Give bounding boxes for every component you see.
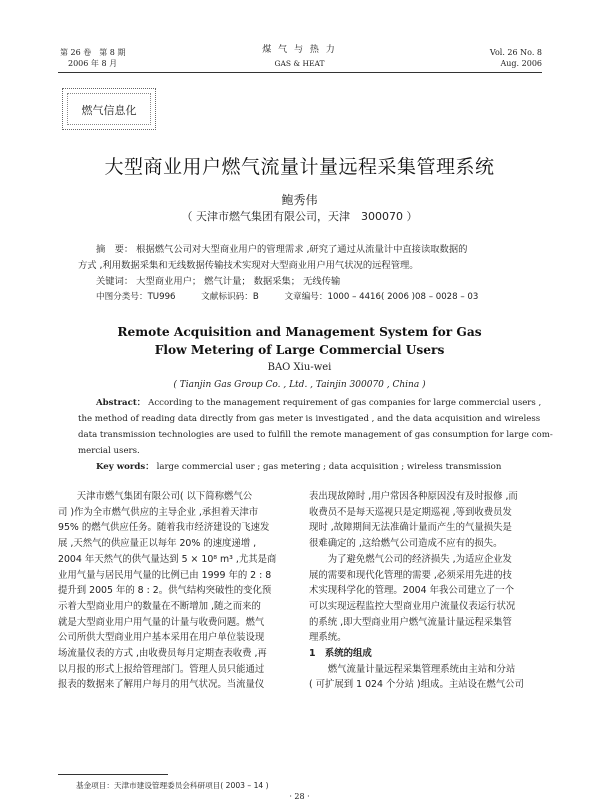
journal-volume-issue: 第 26 卷 第 8 期 (60, 48, 126, 57)
keywords-cn: 关键词： 大型商业用户； 燃气计量； 数据采集； 无线传输 (96, 276, 341, 287)
left-line: 业用气量与居民用气量的比例已由 1999 年的 2 : 8 (58, 569, 272, 581)
right-line: 理系统。 (309, 632, 347, 644)
journal-date-cn: 2006 年 8 月 (68, 59, 118, 68)
page-number: · 28 · (289, 792, 310, 801)
abstract-en-line3: data transmission technologies are used to fulfill the remote management of gas consumption for large com- (78, 430, 553, 440)
left-line: 展 ,天然气的供应量正以每年 20% 的速度递增 , (58, 538, 257, 550)
abstract-en-line4: mercial users. (78, 446, 140, 456)
left-line: 以月报的形式上报给管理部门。管理人员只能通过 (58, 663, 265, 675)
journal-date-en: Aug. 2006 (500, 59, 542, 68)
left-line: 公司所供大型商业用户基本采用在用户单位装设现 (58, 632, 265, 644)
title-en-line1: Remote Acquisition and Management System for Gas (117, 325, 482, 339)
right-line: 收费员不是每天巡视只是定期巡视 ,等到收费员发 (309, 506, 512, 518)
right-line: 术实现科学化的管理。2004 年我公司建立了一个 (309, 585, 514, 597)
abstract-cn-line2: 方式 ,利用数据采集和无线数据传输技术实现对大型商业用户用气状况的远程管理。 (78, 260, 419, 271)
abstract-en-line1 (96, 396, 541, 410)
keywords-en-text: large commercial user ; gas metering ; data acquisition ; wireless transmission (153, 462, 502, 472)
author-cn: 鲍秀伟 (281, 193, 318, 207)
left-line: 2004 年天然气的供气量达到 5 × 10⁸ m³ ,尤其是商 (58, 553, 277, 565)
left-line: 示着大型商业用户的数量在不断增加 ,随之而来的 (58, 600, 261, 612)
affiliation-cn: （ 天津市燃气集团有限公司，天津 300070 ） (181, 210, 418, 223)
section-heading: 1 系统的组成 (309, 648, 372, 660)
abstract-cn-line1: 摘 要： 根据燃气公司对大型商业用户的管理需求 ,研究了通过从流量计中直接读取数据的 (96, 244, 468, 255)
abstract-en-line2: the method of reading data directly from gas meter is investigated , and the data acquisition and wireless (78, 414, 541, 424)
header-rule (58, 72, 542, 73)
right-line: 表出现故障时 ,用户常因各种原因没有及时报修 ,而 (309, 491, 518, 502)
keywords-en (96, 460, 501, 474)
right-line: 可以实现远程监控大型商业用户流量仪表运行状况 (309, 600, 516, 612)
title-en-line2: Flow Metering of Large Commercial Users (154, 343, 445, 357)
right-line: 的系统 ,即大型商业用户燃气流量计量远程采集管 (309, 616, 512, 628)
abstract-en-text1: According to the management requirement of gas companies for large commercial users , (145, 398, 542, 408)
left-column (58, 489, 296, 693)
column-tag: 燃气信息化 (81, 104, 137, 117)
right-line: 展的需要和现代化管理的需要 ,必须采用先进的技 (309, 569, 512, 581)
left-line: 司 )作为全市燃气供应的主导企业 ,承担着天津市 (58, 506, 259, 518)
right-line: 现时 ,故障期间无法准确计量而产生的气量损失是 (309, 522, 512, 534)
right-line: 很难确定的 ,这给燃气公司造成不应有的损失。 (309, 538, 503, 550)
column-tag-box (62, 88, 156, 130)
left-line: 95% 的燃气供应任务。随着我市经济建设的飞速发 (58, 522, 270, 534)
journal-name-cn: 煤 气 与 热 力 (262, 45, 337, 55)
right-line: ( 可扩展到 1 024 个分站 )组成。主站设在燃气公司 (309, 679, 524, 691)
left-line: 场流量仪表的方式 ,由收费员每月定期查表收费 ,再 (58, 648, 267, 660)
right-line: 燃气流量计量远程采集管理系统由主站和分站 (309, 663, 516, 675)
journal-volume-en: Vol. 26 No. 8 (489, 48, 542, 57)
journal-name-en: GAS & HEAT (274, 59, 325, 68)
abstract-en-label: Abstract： (96, 398, 146, 408)
left-line: 提升到 2005 年的 8 : 2。供气结构突破性的变化预 (58, 585, 272, 597)
title-cn: 大型商业用户燃气流量计量远程采集管理系统 (104, 156, 495, 178)
author-en: BAO Xiu-wei (267, 362, 332, 373)
footnote: 基金项目：天津市建设管理委员会科研项目( 2003 – 14 ) (76, 781, 269, 790)
left-line: 就是大型商业用户用气量的计量与收费问题。燃气 (58, 616, 265, 628)
classification-cn: 中图分类号：TU996 文献标识码：B 文章编号：1000 – 4416( 2006 )08 – 0028 – 03 (96, 292, 479, 302)
left-line: 报表的数据来了解用户每月的用气状况。当流量仪 (58, 679, 265, 691)
affiliation-en: ( Tianjin Gas Group Co. , Ltd. , Tainjin 300070 , China ) (173, 380, 426, 390)
left-line: 天津市燃气集团有限公司( 以下简称燃气公 (58, 491, 253, 502)
right-line: 为了避免燃气公司的经济损失 ,为适应企业发 (309, 553, 512, 565)
right-column (309, 489, 547, 693)
footnote-rule (58, 774, 168, 775)
keywords-en-label: Key words： (96, 462, 154, 472)
